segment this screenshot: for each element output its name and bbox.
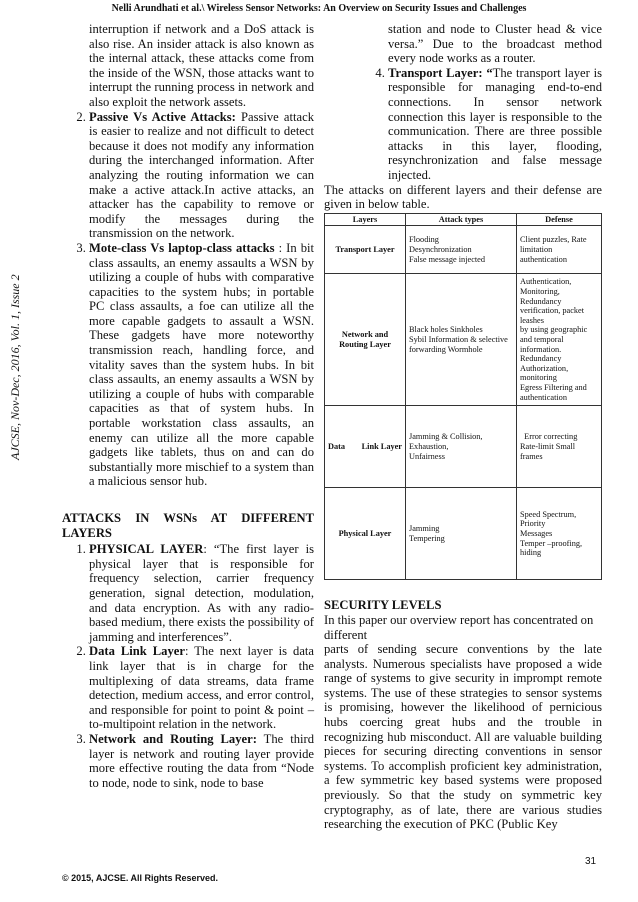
cell-layer: Transport Layer [325,226,406,274]
cell-attacks: Jamming Tempering [405,488,516,580]
item-title: Mote-class Vs laptop-class attacks [89,240,275,255]
list-item [89,644,314,732]
copyright-footer: © 2015, AJCSE. All Rights Reserved. [62,873,219,883]
header-layers: Layers [325,213,406,226]
header-authors: Nelli Arundhati [111,3,179,14]
item-title: Transport Layer: “ [388,65,493,80]
left-column [62,22,314,790]
right-column [324,22,602,832]
side-journal-text: AJCSE, Nov-Dec, 2016, Vol. 1, Issue 2 [8,274,22,460]
table-header-row [325,213,602,226]
header-title: et al.\ Wireless Sensor Networks: An Overview on Security Issues and Challenges [178,3,527,14]
cell-attacks: Flooding Desynchronization False message injected [405,226,516,274]
table-row [325,406,602,488]
item-text: Passive attack is easier to realize and not difficult to detect because it does not modify any information during the interchanged information. After analyzing the routing information we can make a active attack.In active attacks, an attacker has the capability to remove or modify the messages during the transmission on the network. [89,109,314,241]
list-item [89,110,314,241]
attacks-table [324,213,602,581]
table-row [325,488,602,580]
item-title: Data Link Layer [89,644,185,659]
cell-layer: Network and Routing Layer [325,274,406,406]
item-text: The transport layer is responsible for managing end-to-end connections. In sensor network connection this layer is responsible to the communication. There are three possible attacks in this layer, flooding, resynchronization and false message injected. [388,65,602,182]
cell-attacks: Jamming & Collision, Exhaustion, Unfairness [405,406,516,488]
cell-attacks: Black holes Sinkholes Sybil Information & selective forwarding Wormhole [405,274,516,406]
table-row [325,226,602,274]
section-title: ATTACKS IN WSNs AT DIFFERENT [62,511,314,525]
item-text: : “The first layer is physical layer that is responsible for frequency selection, carrier frequency generation, signal detection, modulation, and data encryption. As with any radio-based medium, there exists the possibility of jamming and interferences”. [89,542,314,644]
item-text: : The next layer is data link layer that is in charge for the multiplexing of data streams, data frame detection, medium access, and error control, and responsible for point to point & point –to-multipoint relation in the network. [89,644,314,732]
security-paragraph-2: parts of sending secure conventions by the late analysts. Numerous specialists have proposed a wide range of systems to give security in imprompt remote systems. The use of these strategies to sensor systems is promising, however the likelihood of pernicious hubs coercing great hubs and the trouble in recognizing hub misconduct. All are valuable building pieces for securing directing conventions in sensor systems. To accomplish proficient key administration, a few symmetric key based systems were proposed previously. So that the study on symmetric key cryptography, as of late, there are various studies researching the execution of PKC (Public Key [324,642,602,832]
cell-defense: Client puzzles, Rate limitation authentication [516,226,601,274]
item-text: : In bit class assaults, an enemy assaults a WSN by utilizing a couple of hubs with comparative capacities to the system hubs; in portable PC class assaults, a foe can utilize all the more capable gadgets to assault a WSN. These gadgets have more noteworthy transmission reach, handling force, and vitality saves than the system hubs. In bit class assaults, an enemy assaults a WSN by utilizing a couple of hubs with comparable capacities as that of system hubs. In portable workstation class assaults, an enemy can utilize all the more capable gadgets like tablets, thus on and can do substantially more mischief to a system than a malicious sensor hub. [89,240,315,489]
continued-paragraph: station and node to Cluster head & vice versa.” Due to the broadcast method every node works as a router. [388,22,602,66]
cell-defense: Error correcting Rate-limit Small frames [516,406,601,488]
list-item [388,66,602,183]
header-defense: Defense [516,213,601,226]
table-row [325,274,602,406]
transport-list [324,66,602,183]
running-header [0,3,638,14]
section-title-cont: LAYERS [62,525,112,540]
cell-layer: Data Link Layer [325,406,406,488]
cell-defense: Authentication, Monitoring, Redundancy verification, packet leashes by using geographic and temporal information. Redundancy Authorization, monitoring Egress Filtering and authentication [516,274,601,406]
header-attack-types: Attack types [405,213,516,226]
intro-paragraph: interruption if network and a DoS attack is also rise. An insider attack is also known as the internal attack, these attacks come from the inside of the WSN, those attacks want to interrupt the running process in network and also exploit the network assets. [89,22,314,109]
security-levels-title: SECURITY LEVELS [324,598,442,613]
list-item [89,241,314,489]
page-number: 31 [585,856,597,867]
cell-defense: Speed Spectrum, Priority Messages Temper –proofing, hiding [516,488,601,580]
list-item [89,732,314,790]
list-item [89,542,314,644]
security-paragraph-1: In this paper our overview report has concentrated on different [324,612,594,642]
item-title: Passive Vs Active Attacks: [89,109,236,124]
cell-layer: Physical Layer [325,488,406,580]
item-text: The third layer is network and routing layer provide more effective routing the data from “Node to node, node to sink, node to base [89,731,314,790]
item-title: Network and Routing Layer: [89,731,257,746]
attack-types-list [62,110,314,489]
layers-list [62,542,314,790]
table-intro: The attacks on different layers and their defense are given in below table. [324,182,602,212]
item-title: PHYSICAL LAYER [89,542,204,557]
